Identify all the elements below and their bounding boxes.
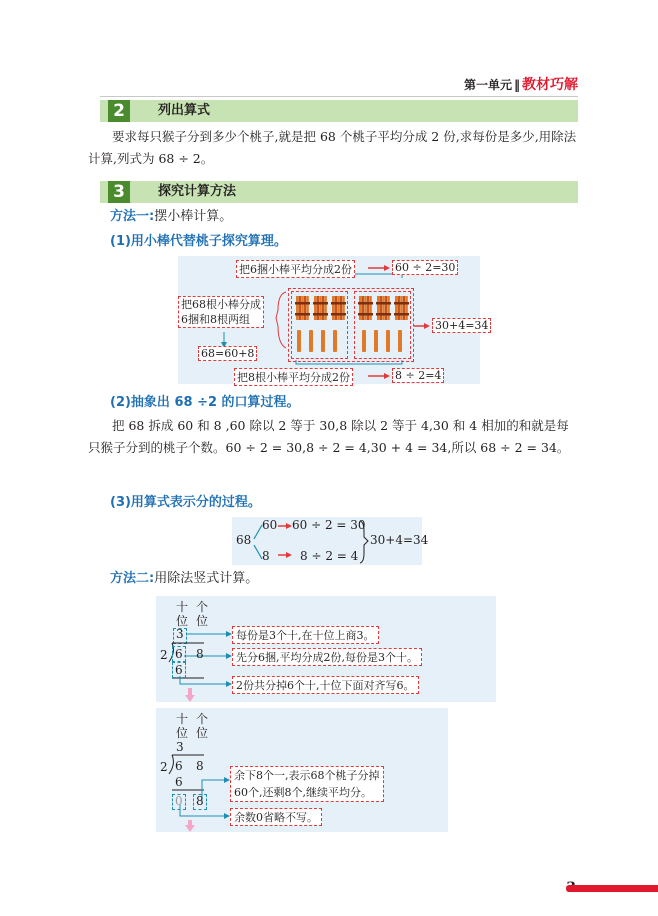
method2-line [110,568,258,590]
section-number-3: 3 [108,181,130,203]
divisor-2: 2 [160,760,168,774]
unit-label: 第一单元 [463,78,512,92]
page-accent-bar [566,885,658,892]
single-stick [362,330,366,352]
division-note-4 [230,766,384,802]
split-part1: 60 [262,518,278,532]
sticks-figure [178,256,489,384]
method2-text: 用除法竖式计算。 [154,571,259,586]
division-note-2: 先分6捆,平均分成2份,每份是3个十。 [232,648,422,666]
bottom-note: 把8根小棒平均分成2份 [234,368,353,386]
section2-paragraph: 要求每只猴子分到多少个桃子,就是把 68 个桃子平均分成 2 份,求每份是多少,用除法计算,列式为 68 ÷ 2。 [88,129,577,166]
header-separator: ‖ [514,78,520,92]
running-header [464,74,578,94]
place-ones-2: 个 [196,712,209,726]
header-title: 教材巧解 [522,77,578,93]
stick-bundle [358,296,373,320]
quotient-1: 3 [176,627,184,641]
place-wei-b-2: 位 [196,726,209,740]
stick-bundle [295,296,310,320]
divisor-1: 2 [160,648,168,662]
sub-2: 6 [175,775,183,789]
division-figure-2 [156,708,448,832]
single-stick [321,330,325,352]
remainder-ones: 8 [196,794,204,808]
division-note-1: 每份是3个十,在十位上商3。 [232,626,379,644]
single-stick [333,330,337,352]
left-note-line1: 把68根小棒分成 [181,298,261,311]
left-equation: 68=60+8 [198,346,257,361]
dividend-tens-2: 6 [175,759,183,773]
step1-label: (1)用小棒代替桃子探究算理。 [110,234,287,249]
single-stick [309,330,313,352]
single-stick [398,330,402,352]
place-wei-b-1: 位 [196,614,209,628]
place-tens-2: 十 [176,712,189,726]
place-wei-a-1: 位 [176,614,189,628]
dividend-tens-1: 6 [175,647,183,661]
split-part2: 8 [262,549,270,563]
stick-bundle [313,296,328,320]
sticks-drawing [178,256,480,384]
method2-label: 方法二: [110,571,155,586]
sub-1: 6 [175,663,183,677]
section-title-3: 探究计算方法 [158,184,237,199]
section-title-2: 列出算式 [158,103,211,118]
step2-paragraph: 把 68 拆成 60 和 8 ,60 除以 2 等于 30,8 除以 2 等于 4,30 和 4 相加的和就是每只猴子分到的桃子个数。60 ÷ 2 = 30,8 ÷ 2 = 4,30 + 4 = 34,所以 68 ÷ 2 = 34。 [88,418,570,455]
right-equation: 30+4=34 [432,318,491,333]
quotient-2: 3 [176,740,184,754]
split-eq2: 8 ÷ 2 = 4 [300,549,359,563]
left-note-line2: 6捆和8根两组 [181,313,250,326]
method1-line [110,206,232,228]
place-wei-a-2: 位 [176,726,189,740]
single-stick [386,330,390,352]
bottom-equation: 8 ÷ 2=4 [392,368,444,383]
split-whole: 68 [236,533,252,547]
stick-bundle [331,296,346,320]
split-eq1: 60 ÷ 2 = 30 [292,518,366,532]
method1-label: 方法一: [110,209,155,224]
stick-bundle [376,296,391,320]
division-note-4-line2: 60个,还剩8个,继续平均分。 [234,786,372,799]
step2-label: (2)抽象出 68 ÷2 的口算过程。 [110,395,300,410]
top-note: 把6捆小棒平均分成2份 [236,260,355,278]
header-rule [100,96,578,97]
stick-bundle [394,296,409,320]
division-note-3: 2份共分掉6个十,十位下面对齐写6。 [232,676,419,694]
method1-text: 摆小棒计算。 [154,209,233,224]
step3-label: (3)用算式表示分的过程。 [110,495,261,510]
top-equation: 60 ÷ 2=30 [392,260,458,275]
dividend-ones-1: 8 [196,647,204,661]
dividend-ones-2: 8 [196,759,204,773]
division-figure-1 [156,596,496,702]
single-stick [297,330,301,352]
single-stick [374,330,378,352]
division-note-5: 余数0省略不写。 [230,808,322,826]
split-figure [232,517,429,565]
remainder-zero: 0 [175,794,183,808]
section-number-2: 2 [108,100,130,122]
place-ones-1: 个 [196,600,209,614]
split-sum: 30+4=34 [370,533,429,547]
division-note-4-line1: 余下8个一,表示68个桃子分掉 [234,769,380,782]
place-tens-1: 十 [176,600,189,614]
